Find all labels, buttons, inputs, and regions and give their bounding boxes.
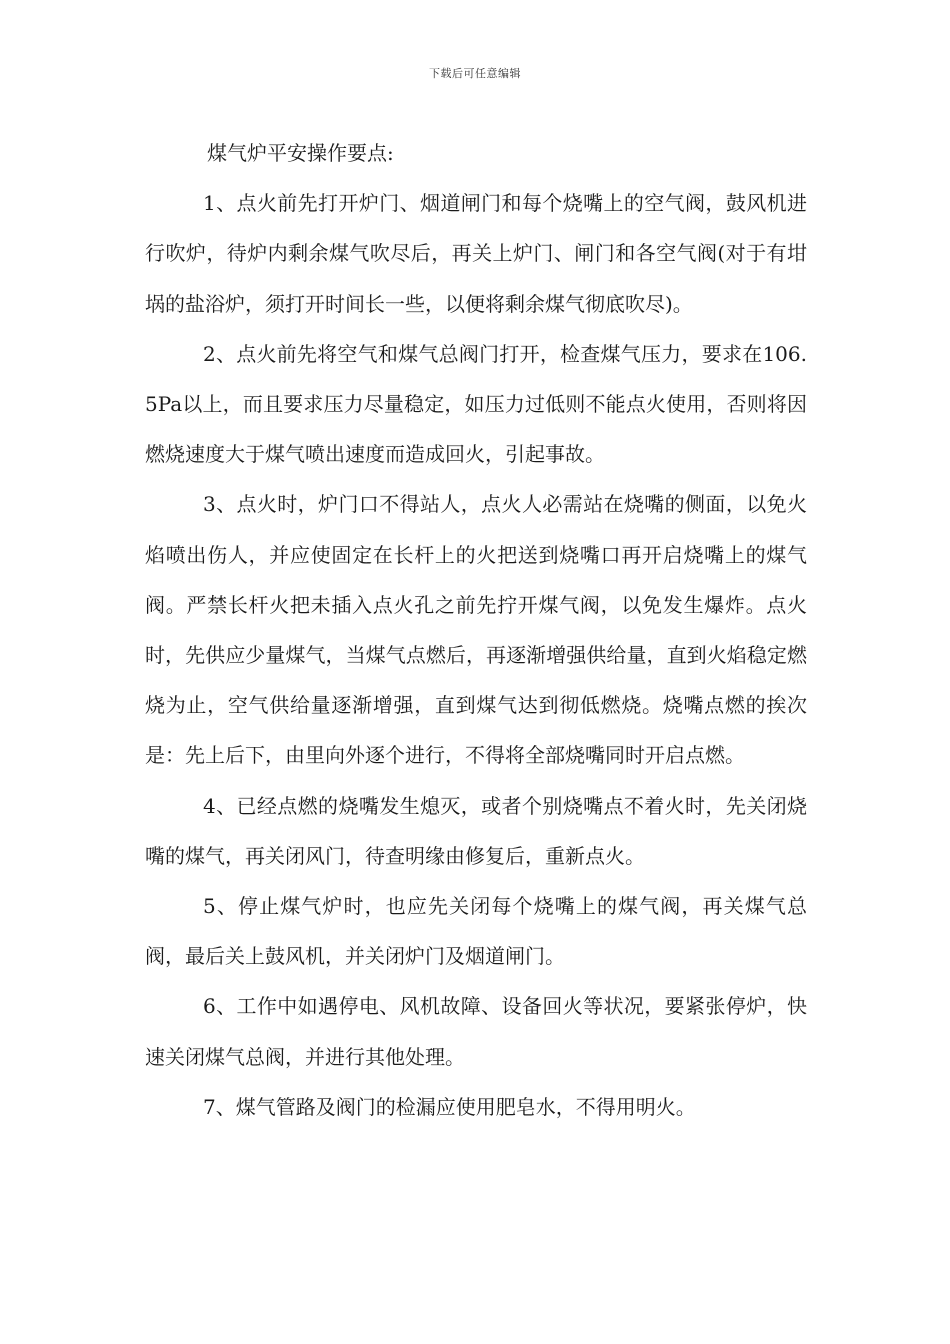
paragraph-3: 3、点火时，炉门口不得站人，点火人必需站在烧嘴的侧面，以免火焰喷出伤人，并应使固定在长杆上的火把送到烧嘴口再开启烧嘴上的煤气阀。严禁长杆火把未插入点火孔之前先拧开煤气阀，以免发生爆炸。点火时，先供应少量煤气，当煤气点燃后，再逐渐增强供给量，直到火焰稳定燃烧为止，空气供给量逐渐增强，直到煤气达到彻低燃烧。烧嘴点燃的挨次是：先上后下，由里向外逐个进行，不得将全部烧嘴同时开启点燃。	[145, 492, 807, 768]
document-title: 煤气炉平安操作要点:	[207, 141, 394, 165]
document-body	[145, 128, 807, 1132]
page-header: 下载后可任意编辑	[429, 67, 521, 80]
paragraph-6: 6、工作中如遇停电、风机故障、设备回火等状况，要紧张停炉，快速关闭煤气总阀，并进行其他处理。	[145, 994, 807, 1069]
paragraph-7: 7、煤气管路及阀门的检漏应使用肥皂水，不得用明火。	[203, 1094, 696, 1119]
paragraph-2: 2、点火前先将空气和煤气总阀门打开，检查煤气压力，要求在106.5Pa以上，而且要求压力尽量稳定，如压力过低则不能点火使用，否则将因燃烧速度大于煤气喷出速度而造成回火，引起事故。	[145, 341, 807, 467]
paragraph-5: 5、停止煤气炉时，也应先关闭每个烧嘴上的煤气阀，再关煤气总阀，最后关上鼓风机，并关闭炉门及烟道闸门。	[145, 894, 807, 969]
paragraph-4: 4、已经点燃的烧嘴发生熄灭，或者个别烧嘴点不着火时，先关闭烧嘴的煤气，再关闭风门，待查明缘由修复后，重新点火。	[145, 793, 807, 868]
paragraph-1: 1、点火前先打开炉门、烟道闸门和每个烧嘴上的空气阀，鼓风机进行吹炉，待炉内剩余煤气吹尽后，再关上炉门、闸门和各空气阀(对于有坩埚的盐浴炉，须打开时间长一些，以便将剩余煤气彻底吹尽)。	[145, 191, 807, 316]
